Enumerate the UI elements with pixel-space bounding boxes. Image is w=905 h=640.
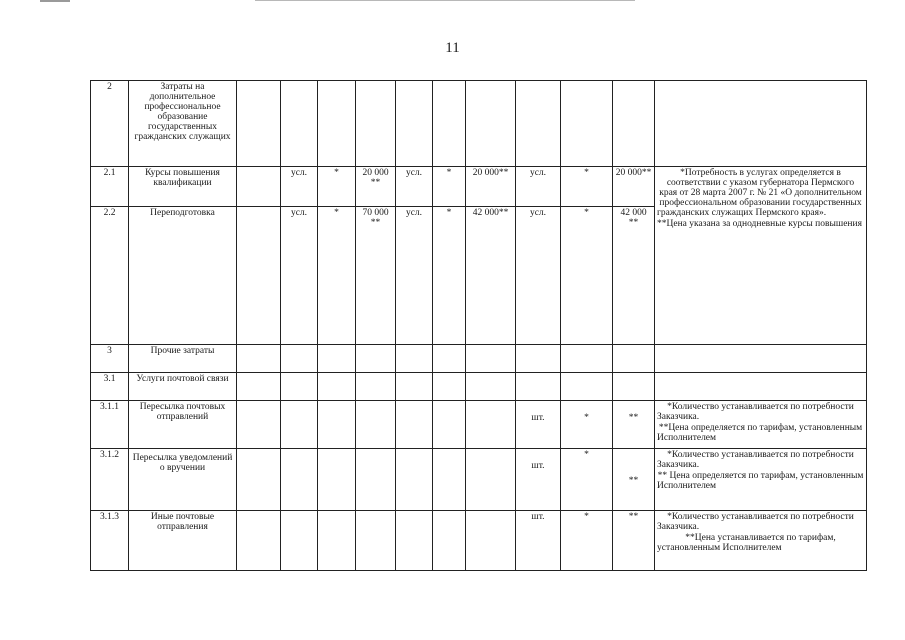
price-cell: 20 000** <box>613 167 655 207</box>
row-number: 2.1 <box>91 167 129 207</box>
table-row <box>91 167 867 207</box>
table-row <box>91 81 867 167</box>
scan-edge-right <box>255 0 635 1</box>
row-number: 2 <box>91 81 129 167</box>
note-cell <box>655 449 867 511</box>
row-number: 3.1.3 <box>91 511 129 571</box>
unit-cell: усл. <box>281 167 318 207</box>
row-number: 3.1.1 <box>91 401 129 449</box>
note-line: *Количество устанавливается по потребности Заказчика. <box>657 512 854 532</box>
unit-cell: усл. <box>516 167 561 207</box>
qty-cell: * <box>433 167 466 207</box>
unit-cell: усл. <box>396 207 433 345</box>
note-cell <box>655 167 867 345</box>
row-name: Курсы повышения квалификации <box>129 167 237 207</box>
table-row <box>91 401 867 449</box>
row-number: 3.1.2 <box>91 449 129 511</box>
note-cell <box>655 511 867 571</box>
price-cell: 42 000** <box>466 207 516 345</box>
qty-cell: * <box>561 167 613 207</box>
note-line: **Цена определяется по тарифам, установленным Исполнителем <box>657 423 863 443</box>
row-number: 3 <box>91 345 129 373</box>
row-name: Пересылка уведомлений о вручении <box>129 449 237 511</box>
qty-cell: * <box>561 511 613 571</box>
qty-cell: * <box>318 207 356 345</box>
note-line: *Потребность в услугах определяется в соответствии с указом губернатора Пермского края от 28 марта 2007 г. № 21 «О дополнительном профессиональном образовании государственных гражданских служащих Пермского края». <box>657 168 862 218</box>
note-line: *Количество устанавливается по потребности Заказчика. <box>657 450 854 470</box>
unit-cell: усл. <box>281 207 318 345</box>
unit-cell: шт. <box>516 401 561 449</box>
note-cell <box>655 401 867 449</box>
price-cell: 70 000 ** <box>356 207 396 345</box>
note-line: **Цена указана за однодневные курсы повышения <box>657 219 862 229</box>
row-name: Затраты на дополнительное профессиональное образование государственных гражданских служащих <box>129 81 237 167</box>
unit-cell: усл. <box>516 207 561 345</box>
row-name: Услуги почтовой связи <box>129 373 237 401</box>
row-number: 3.1 <box>91 373 129 401</box>
note-line: **Цена устанавливается по тарифам, установленным Исполнителем <box>657 533 836 553</box>
note-line: ** Цена определяется по тарифам, установленным Исполнителем <box>657 471 864 491</box>
price-cell: 20 000 ** <box>356 167 396 207</box>
row-name: Иные почтовые отправления <box>129 511 237 571</box>
qty-cell: * <box>318 167 356 207</box>
qty-cell: * <box>561 207 613 345</box>
note-line: *Количество устанавливается по потребности Заказчика. <box>657 402 854 422</box>
unit-cell: усл. <box>396 167 433 207</box>
table-row <box>91 345 867 373</box>
qty-cell: * <box>433 207 466 345</box>
row-name: Прочие затраты <box>129 345 237 373</box>
price-cell: 42 000 ** <box>613 207 655 345</box>
qty-cell: * <box>561 449 613 511</box>
price-cell: ** <box>628 476 639 486</box>
qty-cell: * <box>561 401 613 449</box>
price-cell: 20 000** <box>466 167 516 207</box>
row-number: 2.2 <box>91 207 129 345</box>
scan-edge-left <box>40 0 70 2</box>
price-cell: ** <box>613 401 655 449</box>
price-cell: ** <box>613 511 655 571</box>
page-number: 11 <box>445 40 460 56</box>
expense-table <box>90 80 867 571</box>
row-name: Пересылка почтовых отправлений <box>129 401 237 449</box>
table-row <box>91 373 867 401</box>
row-name: Переподготовка <box>129 207 237 345</box>
table-row <box>91 511 867 571</box>
table-row <box>91 449 867 511</box>
unit-cell: шт. <box>516 449 561 511</box>
unit-cell: шт. <box>516 511 561 571</box>
